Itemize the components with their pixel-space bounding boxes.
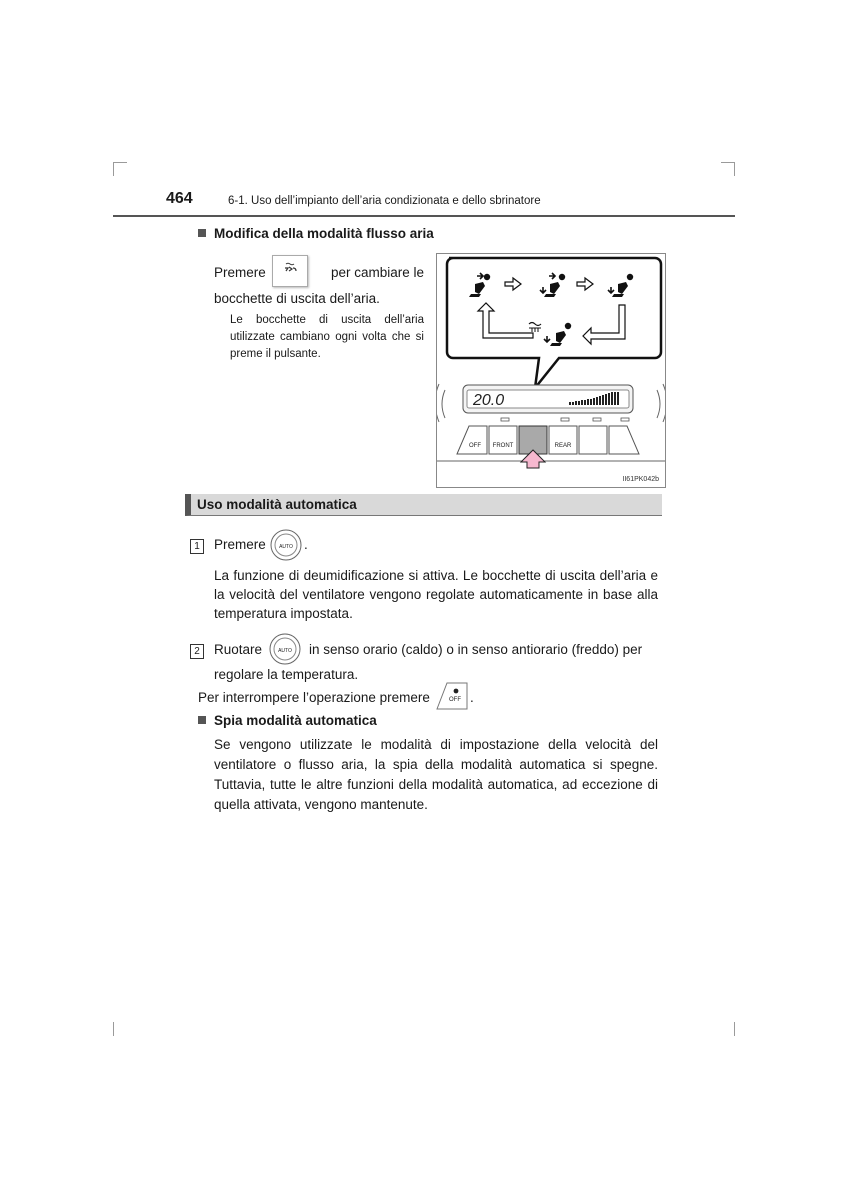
airflow-heading — [198, 226, 434, 241]
step-1-description: La funzione di deumidificazione si attiva. Le bocchette di uscita dell’aria e la velocità del ventilatore vengono regolate automaticamente in base alla temperatura impostata. — [214, 568, 658, 621]
bullet-icon-2 — [198, 716, 206, 724]
panel-off-label: OFF — [469, 443, 481, 449]
auto-section-bar — [185, 494, 662, 516]
airflow-heading-text: Modifica della modalità flusso aria — [214, 226, 434, 241]
off-button-label: OFF — [449, 697, 461, 703]
knob-label-2: AUTO — [278, 648, 292, 654]
airflow-figure — [436, 253, 666, 488]
crop-mark-top-right-h — [721, 162, 735, 163]
step-2-text: Ruotare — [214, 642, 263, 657]
auto-knob-icon — [270, 529, 302, 561]
airflow-text-line2: bocchette di uscita dell’aria. — [214, 291, 380, 306]
crop-mark-top-left-v — [113, 162, 114, 176]
airflow-note: Le bocchette di uscita dell’aria utilizzate cambiano ogni volta che si preme il pulsante. — [230, 314, 424, 360]
step-1-number: 1 — [190, 539, 204, 554]
knob-label: AUTO — [279, 544, 293, 550]
step-1-period: . — [304, 537, 308, 552]
display-temperature: 20.0 — [473, 392, 505, 409]
step-1-row — [190, 537, 204, 554]
auto-knob-icon-2 — [269, 633, 301, 665]
step-2-number: 2 — [190, 644, 204, 659]
figure-code: II61PK042b — [622, 476, 659, 483]
airflow-mode-button-icon — [272, 255, 308, 287]
page-number: 464 — [166, 190, 193, 207]
airflow-text-premere: Premere — [214, 265, 266, 280]
stop-text: Per interrompere l’operazione premere — [198, 690, 430, 705]
step-2-row — [190, 642, 204, 659]
section-title: 6-1. Uso dell’impianto dell’aria condizionata e dello sbrinatore — [228, 195, 541, 207]
step-2-text-after: in senso orario (caldo) o in senso antiorario (freddo) per — [309, 642, 643, 657]
stop-period: . — [470, 690, 474, 705]
crop-mark-bottom-left-v — [113, 1022, 114, 1036]
indicator-heading-text: Spia modalità automatica — [214, 713, 377, 728]
crop-mark-top-left-h — [113, 162, 127, 163]
indicator-text: Se vengono utilizzate le modalità di impostazione della velocità del ventilatore o flusso aria, la spia della modalità automatica si spegne. Tuttavia, tutte le altre funzioni della modalità automatica, ad eccezione di quella attivata, vengono mantenute. — [214, 737, 658, 812]
panel-rear-label: REAR — [554, 443, 572, 449]
panel-front-label: FRONT — [492, 443, 514, 449]
header-rule — [113, 215, 735, 217]
bullet-icon — [198, 229, 206, 237]
auto-section-title: Uso modalità automatica — [197, 497, 357, 512]
crop-mark-top-right-v — [734, 162, 735, 176]
indicator-heading — [198, 713, 377, 728]
airflow-text-after: per cambiare le — [330, 265, 424, 280]
step-2-text-line2: regolare la temperatura. — [214, 667, 359, 682]
off-button-icon — [436, 682, 468, 710]
step-1-text: Premere — [214, 537, 266, 552]
crop-mark-bottom-right-v — [734, 1022, 735, 1036]
